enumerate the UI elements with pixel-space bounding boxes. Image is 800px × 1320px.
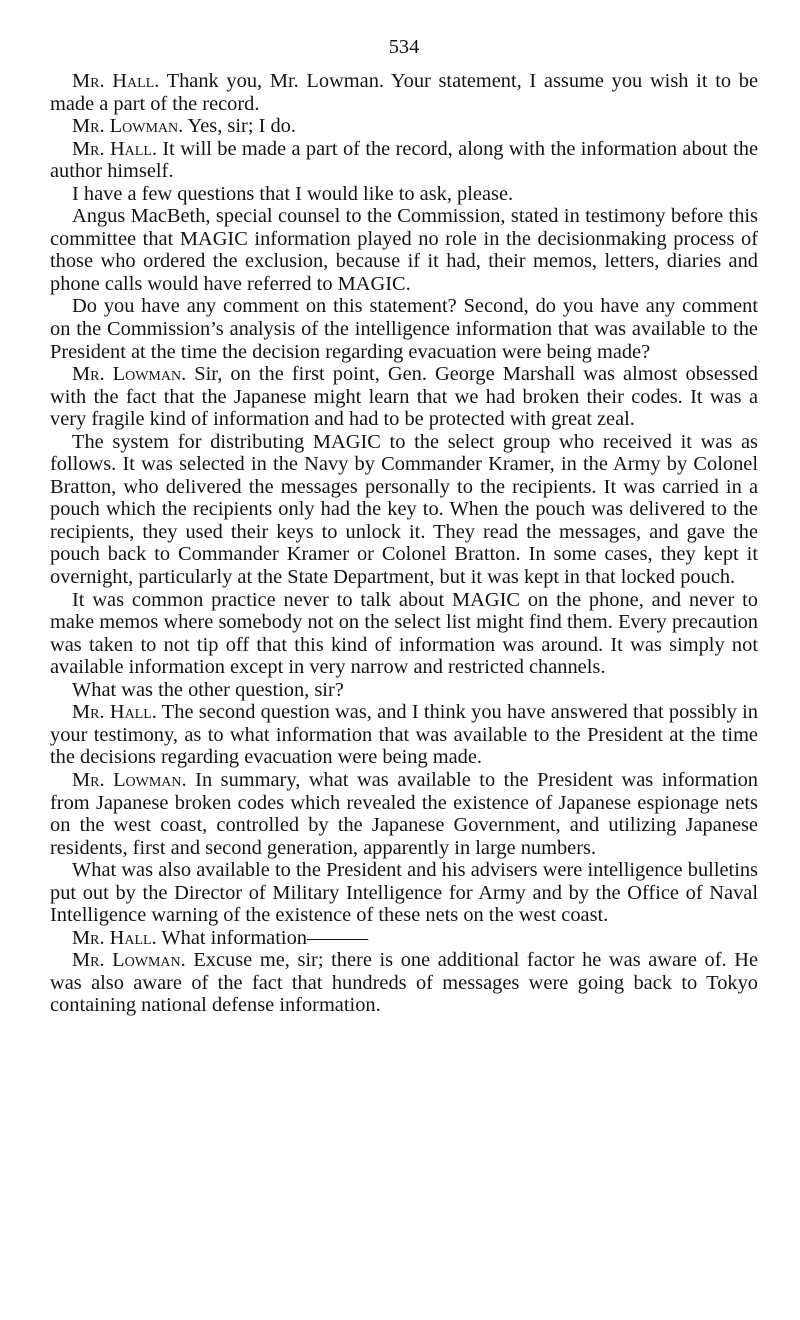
paragraph-text: Yes, sir; I do.: [183, 115, 296, 138]
paragraph: [50, 431, 758, 589]
paragraph-text: The second question was, and I think you have answered that possibly in your testimony, as to what information that was available to the President at the time the decisions regarding evacuation were being made.: [50, 701, 759, 769]
paragraph: [50, 363, 758, 431]
paragraph-text: It was common practice never to talk about MAGIC on the phone, and never to make memos where somebody not on the select list might find them. Every precaution was taken to not tip off that this kind of information was around. It was simply not available information except in very narrow and restricted channels.: [50, 588, 758, 679]
speaker-label: Mr. Lowman.: [72, 363, 187, 386]
paragraph: [50, 115, 758, 138]
paragraph: [50, 589, 758, 679]
paragraph: [50, 701, 758, 769]
speaker-label: Mr. Lowman.: [72, 768, 187, 791]
page-number: 534: [388, 36, 420, 58]
paragraph: [50, 927, 758, 950]
paragraph-text: I have a few questions that I would like to ask, please.: [72, 182, 514, 205]
paragraph: [50, 679, 758, 702]
paragraph-text: Angus MacBeth, special counsel to the Commission, stated in testimony before this committee that MAGIC information played no role in the decisionmaking process of those who ordered the exclusion, because if it had, their memos, letters, diaries and phone calls would have referred to MAGIC.: [50, 205, 758, 295]
paragraph-text: What information———: [156, 926, 369, 949]
speaker-label: Mr. Lowman.: [72, 949, 186, 972]
paragraph: [50, 295, 758, 363]
paragraph-text: Do you have any comment on this statement? Second, do you have any comment on the Commission’s analysis of the intelligence information that was available to the President at the time the decision regarding evacuation were being made?: [50, 295, 758, 363]
paragraph: [50, 205, 758, 295]
speaker-label: Mr. Hall.: [72, 926, 157, 949]
paragraph-text: In summary, what was available to the President was information from Japanese broken codes which revealed the existence of Japanese espionage nets on the west coast, controlled by the Japanese Government, and utilizing Japanese residents, first and second generation, apparently in large numbers.: [50, 768, 758, 859]
paragraph: [50, 138, 758, 183]
speaker-label: Mr. Hall.: [72, 701, 157, 724]
speaker-label: Mr. Lowman.: [72, 115, 184, 138]
speaker-label: Mr. Hall.: [72, 137, 157, 160]
paragraph: [50, 859, 758, 927]
paragraph: [50, 70, 758, 115]
paragraph: [50, 949, 758, 1017]
paragraph: [50, 769, 758, 859]
paragraph-text: Excuse me, sir; there is one additional factor he was aware of. He was also aware of the fact that hundreds of messages were going back to Tokyo containing national defense information.: [50, 949, 758, 1017]
speaker-label: Mr. Hall.: [72, 70, 160, 92]
paragraph-text: What was also available to the President and his advisers were intelligence bulletins put out by the Director of Military Intelligence for Army and by the Office of Naval Intelligence warning of the existence of these nets on the west coast.: [50, 859, 758, 927]
paragraph-text: The system for distributing MAGIC to the select group who received it was as follows. It was selected in the Navy by Commander Kramer, in the Army by Colonel Bratton, who delivered the messages personally to the recipients. It was carried in a pouch which the recipients only had the key to. When the pouch was delivered to the recipients, they used their keys to unlock it. They read the messages, and gave the pouch back to Commander Kramer or Colonel Bratton. In some cases, they kept it overnight, particularly at the State Department, but it was kept in that locked pouch.: [50, 430, 758, 589]
paragraph-text: It will be made a part of the record, along with the information about the author himself.: [50, 137, 758, 183]
paragraph: [50, 183, 758, 206]
paragraph-text: What was the other question, sir?: [72, 678, 344, 701]
paragraph-text: Thank you, Mr. Lowman. Your statement, I assume you wish it to be made a part of the record.: [50, 70, 758, 115]
document-page: [50, 36, 758, 1017]
paragraph-text: Sir, on the first point, Gen. George Marshall was almost obsessed with the fact that the Japanese might learn that we had broken their codes. It was a very fragile kind of information and had to be protected with great zeal.: [50, 363, 758, 431]
